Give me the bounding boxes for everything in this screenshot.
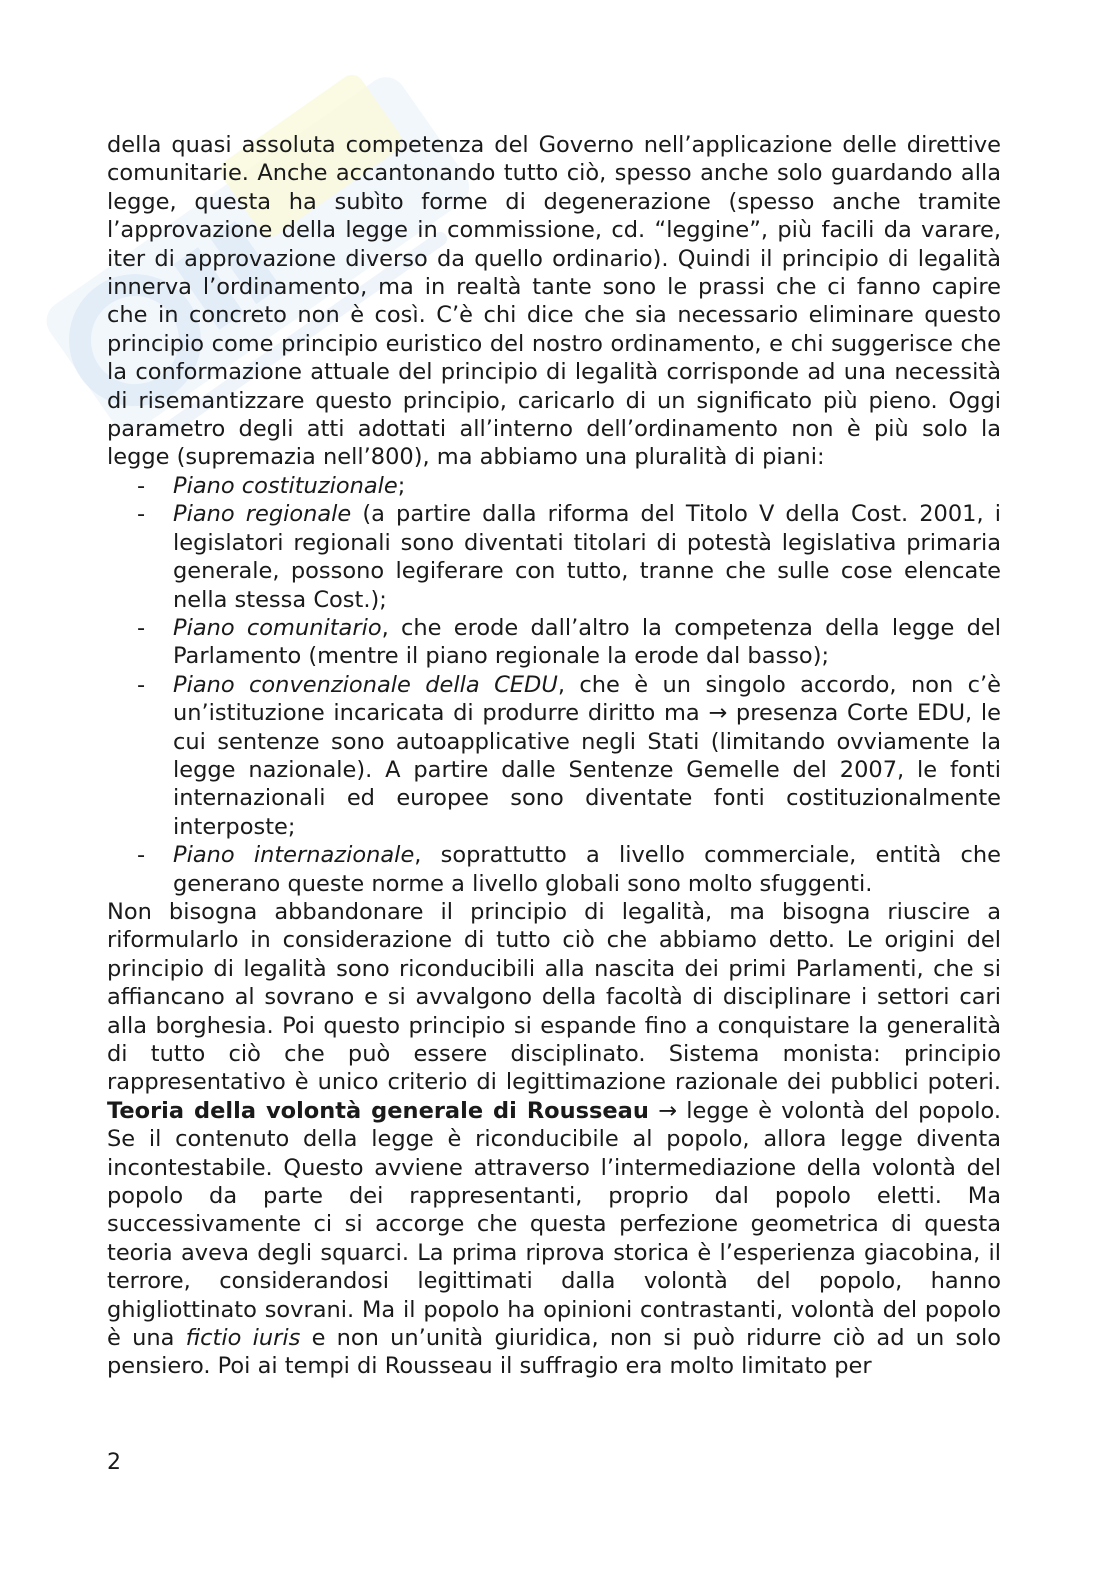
list-item-term: Piano comunitario bbox=[173, 614, 382, 641]
list-item: - Piano convenzionale della CEDU, che è un singolo accordo, non c’è un’istituzione incaricata di produrre diritto ma → presenza Corte EDU, le cui sentenze sono autoapplicative negli Stati (limitando ovviamente la legge nazionale). A partire dalle Sentenze Gemelle del 2007, le fonti internazionali ed europee sono diventate fonti costituzionalmente interposte; bbox=[137, 671, 1002, 840]
page-number: 2 bbox=[107, 1450, 121, 1475]
list-item-term: Piano costituzionale bbox=[173, 472, 398, 499]
list-item: - Piano costituzionale; bbox=[137, 472, 406, 499]
intro-paragraph: della quasi assoluta competenza del Governo nell’applicazione delle direttive comunitarie. Anche accantonando tutto ciò, spesso anche solo guardando alla legge, questa ha subìto forme di degenerazione (spesso anche tramite l’approvazione della legge in commissione, cd. “leggine”, più facili da varare, iter di approvazione diverso da quello ordinario). Quindi il principio di legalità innerva l’ordinamento, ma in realtà tante sono le prassi che ci fanno capire che in concreto non è così. C’è chi dice che sia necessario eliminare questo principio come principio euristico del nostro ordinamento, e chi suggerisce che la conformazione attuale del principio di legalità corrisponde ad una necessità di risemantizzare questo principio, caricarlo di un significato più pieno. Oggi parametro degli atti adottati all’interno dell’ordinamento non è più solo la legge (supremazia nell’800), ma abbiamo una pluralità di piani: bbox=[107, 132, 1001, 471]
list-item-text: , soprattutto a livello commerciale, entità che generano queste norme a livello globali sono molto sfuggenti. bbox=[173, 842, 1001, 897]
planes-list bbox=[107, 472, 1001, 898]
list-item-text: ; bbox=[397, 472, 406, 499]
list-item-text: , che è un singolo accordo, non c’è un’istituzione incaricata di produrre diritto ma → presenza Corte EDU, le cui sentenze sono autoapplicative negli Stati (limitando ovviamente la legge nazionale). A partire dalle Sentenze Gemelle del 2007, le fonti internazionali ed europee sono diventate fonti costituzionalmente interposte; bbox=[173, 671, 1002, 840]
rousseau-paragraph: Non bisogna abbandonare il principio di legalità, ma bisogna riuscire a riformularlo in considerazione di tutto ciò che abbiamo detto. Le origini del principio di legalità sono riconducibili alla nascita dei primi Parlamenti, che si affiancano al sovrano e si avvalgono della facoltà di disciplinare i settori cari alla borghesia. Poi questo principio si espande fino a conquistare la generalità di tutto ciò che può essere disciplinato. Sistema monista: principio rappresentativo è unico criterio di legittimazione razionale dei pubblici poteri. Teoria della volontà generale di Rousseau → legge è volontà del popolo. Se il contenuto della legge è riconducibile al popolo, allora legge diventa incontestabile. Questo avviene attraverso l’intermediazione della volontà del popolo da parte dei rappresentanti, proprio dal popolo eletti. Ma successivamente ci si accorge che questa perfezione geometrica di questa teoria aveva degli squarci. La prima riprova storica è l’esperienza giacobina, il terrore, considerandosi legittimati dalla volontà del popolo, hanno ghigliottinato sovrani. Ma il popolo ha opinioni contrastanti, volontà del popolo è una fictio iuris e non un’unità giuridica, non si può ridurre ciò ad un solo pensiero. Poi ai tempi di Rousseau il suffragio era molto limitato per bbox=[107, 898, 1001, 1380]
list-item-text: (a partire dalla riforma del Titolo V della Cost. 2001, i legislatori regionali sono diventati titolari di potestà legislativa primaria generale, possono legiferare con tutto, tranne che sulle cose elencate nella stessa Cost.); bbox=[173, 501, 1001, 613]
fictio-iuris-term: fictio iuris bbox=[185, 1325, 301, 1352]
list-item-term: Piano regionale bbox=[173, 501, 352, 528]
list-item-text: , che erode dall’altro la competenza della legge del Parlamento (mentre il piano regionale la erode dal basso); bbox=[173, 614, 1001, 670]
list-item: - Piano regionale (a partire dalla riforma del Titolo V della Cost. 2001, i legislatori regionali sono diventati titolari di potestà legislativa primaria generale, possono legiferare con tutto, tranne che sulle cose elencate nella stessa Cost.); bbox=[137, 501, 1001, 613]
list-item: - Piano internazionale, soprattutto a livello commerciale, entità che generano queste norme a livello globali sono molto sfuggenti. bbox=[137, 842, 1001, 897]
document-body bbox=[107, 131, 1001, 1381]
list-item-term: Piano convenzionale della CEDU bbox=[173, 671, 558, 698]
list-item: - Piano comunitario, che erode dall’altro la competenza della legge del Parlamento (mentre il piano regionale la erode dal basso); bbox=[137, 614, 1001, 670]
rousseau-theory-heading: Teoria della volontà generale di Rousseau bbox=[107, 1097, 649, 1124]
list-item-term: Piano internazionale bbox=[173, 842, 415, 869]
